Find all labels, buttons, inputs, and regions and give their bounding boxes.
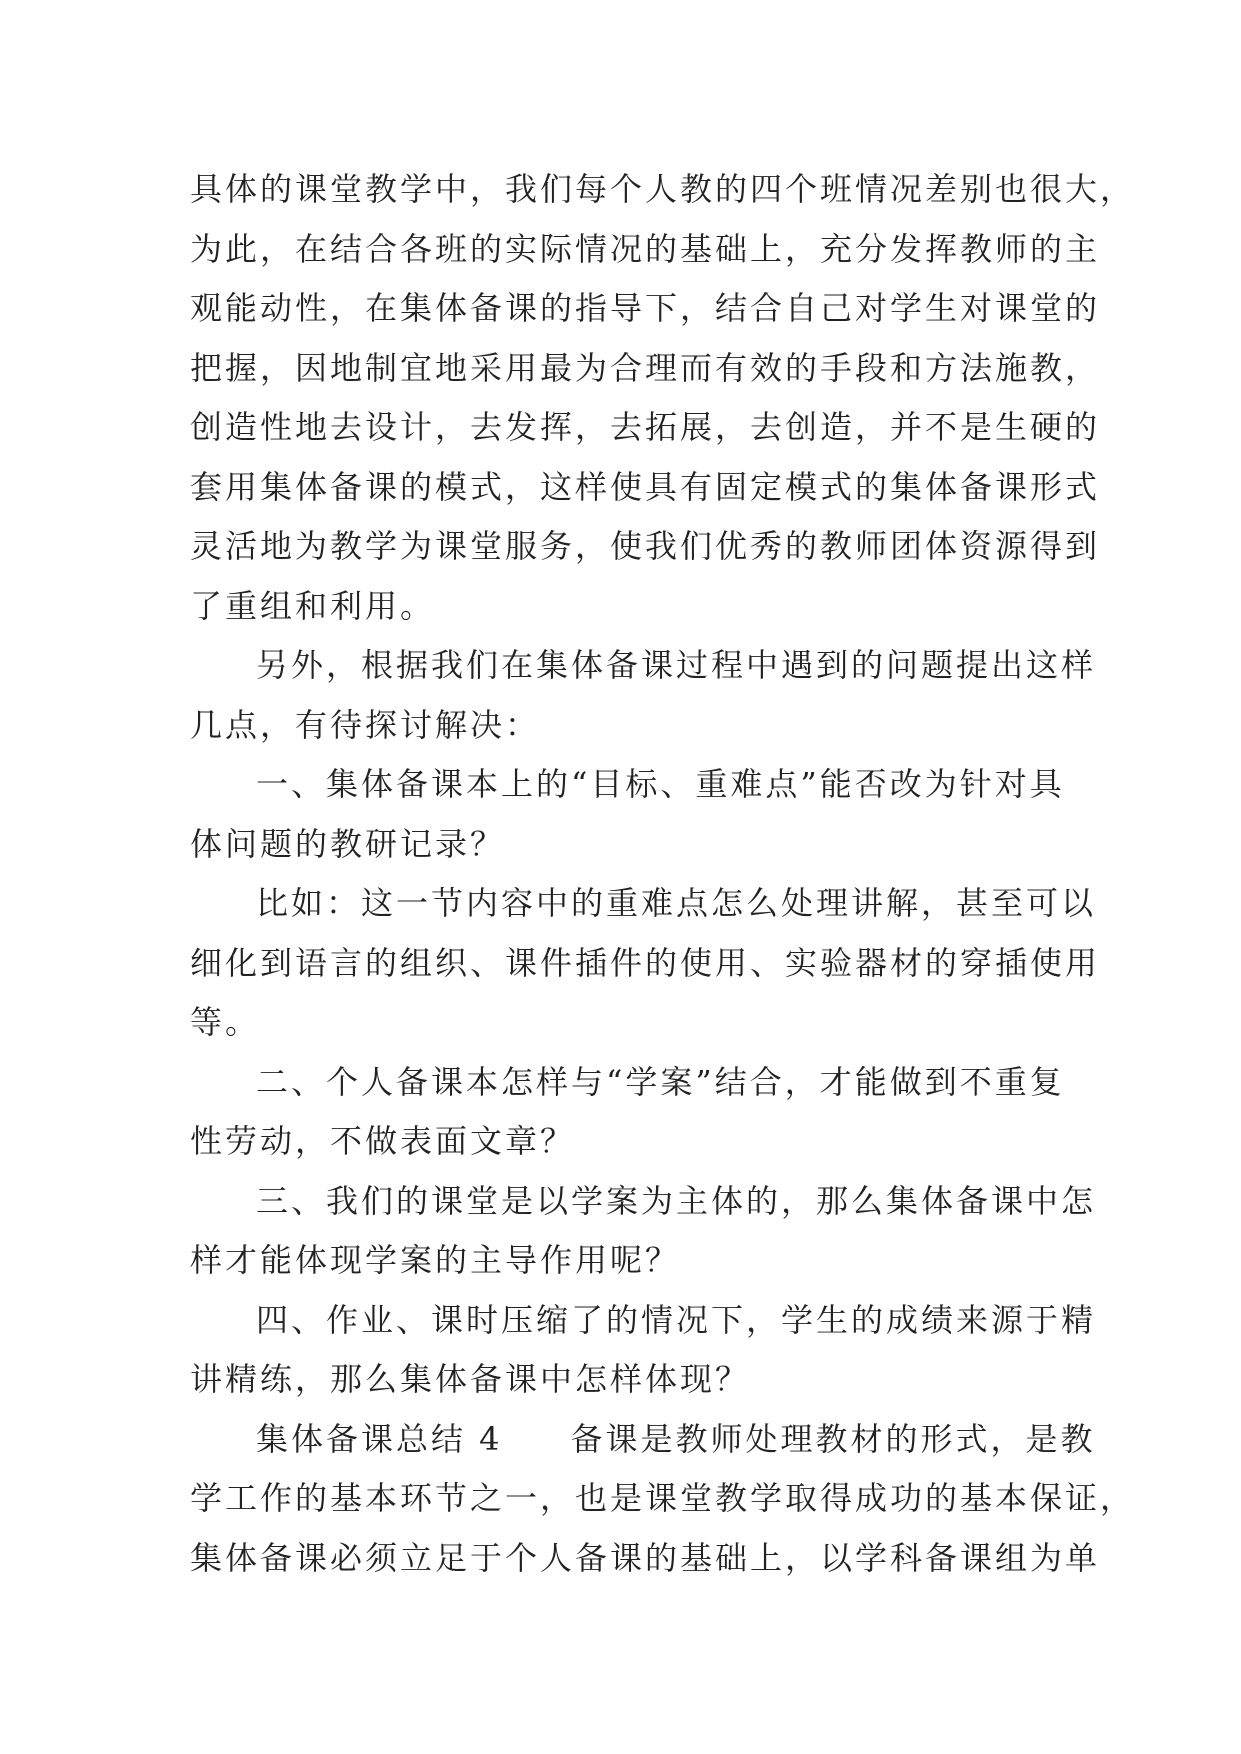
paragraph-line: 套用集体备课的模式，这样使具有固定模式的集体备课形式	[190, 467, 1101, 506]
paragraph-line: 二、个人备课本怎样与“学案”结合，才能做到不重复	[256, 1062, 1065, 1101]
paragraph-line: 四、作业、课时压缩了的情况下，学生的成绩来源于精	[256, 1300, 1097, 1339]
paragraph-line: 观能动性，在集体备课的指导下，结合自己对学生对课堂的	[190, 289, 1101, 327]
paragraph-line: 为此，在结合各班的实际情况的基础上，充分发挥教师的主	[190, 229, 1101, 268]
paragraph-line: 样才能体现学案的主导作用呢？	[190, 1241, 681, 1279]
paragraph-line: 体问题的教研记录？	[190, 824, 506, 863]
section-heading: 集体备课总结 4	[256, 1419, 503, 1458]
paragraph-line: 三、我们的课堂是以学案为主体的，那么集体备课中怎	[256, 1181, 1097, 1220]
paragraph-line: 另外，根据我们在集体备课过程中遇到的问题提出这样	[256, 646, 1097, 684]
paragraph-line: 集体备课必须立足于个人备课的基础上，以学科备课组为单	[190, 1538, 1101, 1577]
document-body	[190, 160, 1136, 1588]
paragraph-line: 灵活地为教学为课堂服务，使我们优秀的教师团体资源得到	[190, 527, 1101, 565]
paragraph-line: 具体的课堂教学中，我们每个人教的四个班情况差别也很大，	[190, 170, 1136, 208]
paragraph-line: 细化到语言的组织、课件插件的使用、实验器材的穿插使用	[190, 943, 1101, 982]
paragraph-line: 一、集体备课本上的“目标、重难点”能否改为针对具	[256, 765, 1065, 803]
paragraph-line: 讲精练，那么集体备课中怎样体现？	[190, 1360, 751, 1398]
paragraph-line: 比如：这一节内容中的重难点怎么处理讲解，甚至可以	[256, 884, 1097, 922]
paragraph-line: 性劳动，不做表面文章？	[190, 1122, 576, 1160]
paragraph-line: 创造性地去设计，去发挥，去拓展，去创造，并不是生硬的	[190, 408, 1101, 446]
section-heading-line	[190, 1410, 1096, 1470]
paragraph-line: 把握，因地制宜地采用最为合理而有效的手段和方法施教，	[190, 348, 1101, 387]
paragraph-line: 几点，有待探讨解决：	[190, 705, 541, 744]
paragraph-line: 学工作的基本环节之一，也是课堂教学取得成功的基本保证，	[190, 1479, 1136, 1517]
paragraph-line: 了重组和利用。	[190, 586, 436, 625]
section-heading-continuation: 备课是教师处理教材的形式，是教	[570, 1419, 1096, 1458]
paragraph-line: 等。	[190, 1003, 261, 1041]
